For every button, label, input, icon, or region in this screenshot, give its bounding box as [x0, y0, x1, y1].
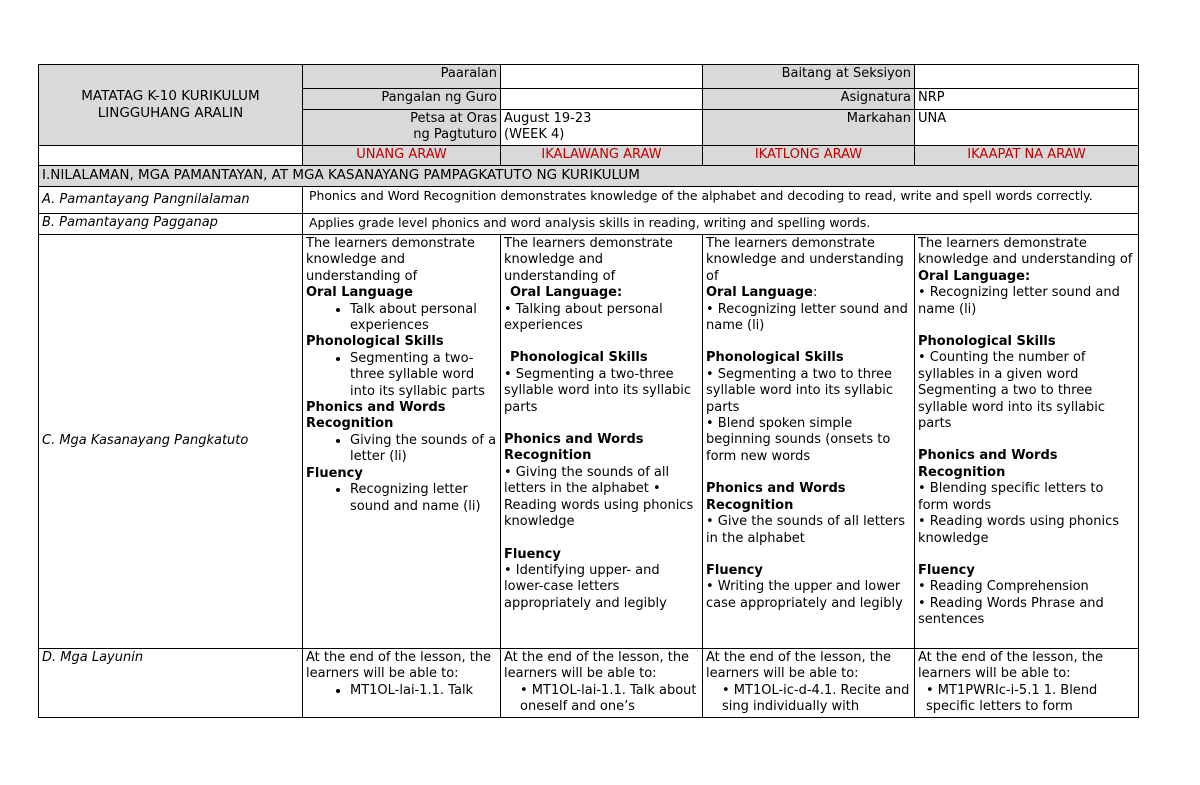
quarter-value: UNA — [915, 110, 1139, 146]
row-b-label: B. Pamantayang Pagganap — [39, 214, 303, 235]
date-time-label: Petsa at Oras ng Pagtuturo — [303, 110, 501, 146]
grade-section-value — [915, 65, 1139, 89]
row-c-label: C. Mga Kasanayang Pangkatuto — [39, 235, 303, 649]
date-time-value: August 19-23 (WEEK 4) — [501, 110, 703, 146]
competencies-day-2: The learners demonstrate knowledge and understanding of Oral Language: • Talking about personal experiences Phonological Skills • Segmenting a two-three syllable word into its syllabic parts Phonics and Words Recognition • Giving the sounds of all letters in the alphabet • Reading words using phonics knowledge Fluency • Identifying upper- and lower-case letters appropriately and legibly — [501, 235, 703, 649]
curriculum-title: MATATAG K-10 KURIKULUM LINGGUHANG ARALIN — [39, 65, 303, 146]
grade-section-label: Baitang at Seksiyon — [703, 65, 915, 89]
subject-label: Asignatura — [703, 89, 915, 110]
teacher-label: Pangalan ng Guro — [303, 89, 501, 110]
row-a-value: Phonics and Word Recognition demonstrates knowledge of the alphabet and decoding to read, write and spell words correctly. — [303, 187, 1139, 214]
quarter-label: Markahan — [703, 110, 915, 146]
objectives-day-3: At the end of the lesson, the learners will be able to: • MT1OL-ic-d-4.1. Recite and sing individually with — [703, 649, 915, 718]
row-d-label: D. Mga Layunin — [39, 649, 303, 718]
school-label: Paaralan — [303, 65, 501, 89]
lesson-plan-table — [38, 64, 1139, 718]
day-header-4: IKAAPAT NA ARAW — [915, 146, 1139, 166]
school-value — [501, 65, 703, 89]
lesson-plan-sheet — [38, 64, 1138, 718]
section-title: I.NILALAMAN, MGA PAMANTAYAN, AT MGA KASANAYANG PAMPAGKATUTO NG KURIKULUM — [39, 166, 1139, 187]
row-b-value: Applies grade level phonics and word analysis skills in reading, writing and spelling words. — [303, 214, 1139, 235]
day-header-1: UNANG ARAW — [303, 146, 501, 166]
subject-value: NRP — [915, 89, 1139, 110]
teacher-value — [501, 89, 703, 110]
day-header-blank — [39, 146, 303, 166]
row-a-label: A. Pamantayang Pangnilalaman — [39, 187, 303, 214]
day-header-3: IKATLONG ARAW — [703, 146, 915, 166]
objectives-day-1: At the end of the lesson, the learners will be able to: • MT1OL-lai-1.1. Talk — [303, 649, 501, 718]
competencies-day-1: The learners demonstrate knowledge and understanding of Oral Language • Talk about personal experiences Phonological Skills • Segmenting a two-three syllable word into its syllabic parts Phonics and Words Recognition • Giving the sounds of a letter (li) Fluency • Recognizing letter sound and name (li) — [303, 235, 501, 649]
objectives-day-4: At the end of the lesson, the learners will be able to: • MT1PWRIc-i-5.1 1. Blend specific letters to form — [915, 649, 1139, 718]
competencies-day-4: The learners demonstrate knowledge and understanding of Oral Language: • Recognizing letter sound and name (li) Phonological Skills • Counting the number of syllables in a given word Segmenting a two to three syllable word into its syllabic parts Phonics and Words Recognition • Blending specific letters to form words • Reading words using phonics knowledge Fluency • Reading Comprehension • Reading Words Phrase and sentences — [915, 235, 1139, 649]
day-header-2: IKALAWANG ARAW — [501, 146, 703, 166]
objectives-day-2: At the end of the lesson, the learners will be able to: • MT1OL-lai-1.1. Talk about oneself and one’s — [501, 649, 703, 718]
competencies-day-3: The learners demonstrate knowledge and understanding of Oral Language: • Recognizing letter sound and name (li) Phonological Skills • Segmenting a two to three syllable word into its syllabic parts • Blend spoken simple beginning sounds (onsets to form new words Phonics and Words Recognition • Give the sounds of all letters in the alphabet Fluency • Writing the upper and lower case appropriately and legibly — [703, 235, 915, 649]
